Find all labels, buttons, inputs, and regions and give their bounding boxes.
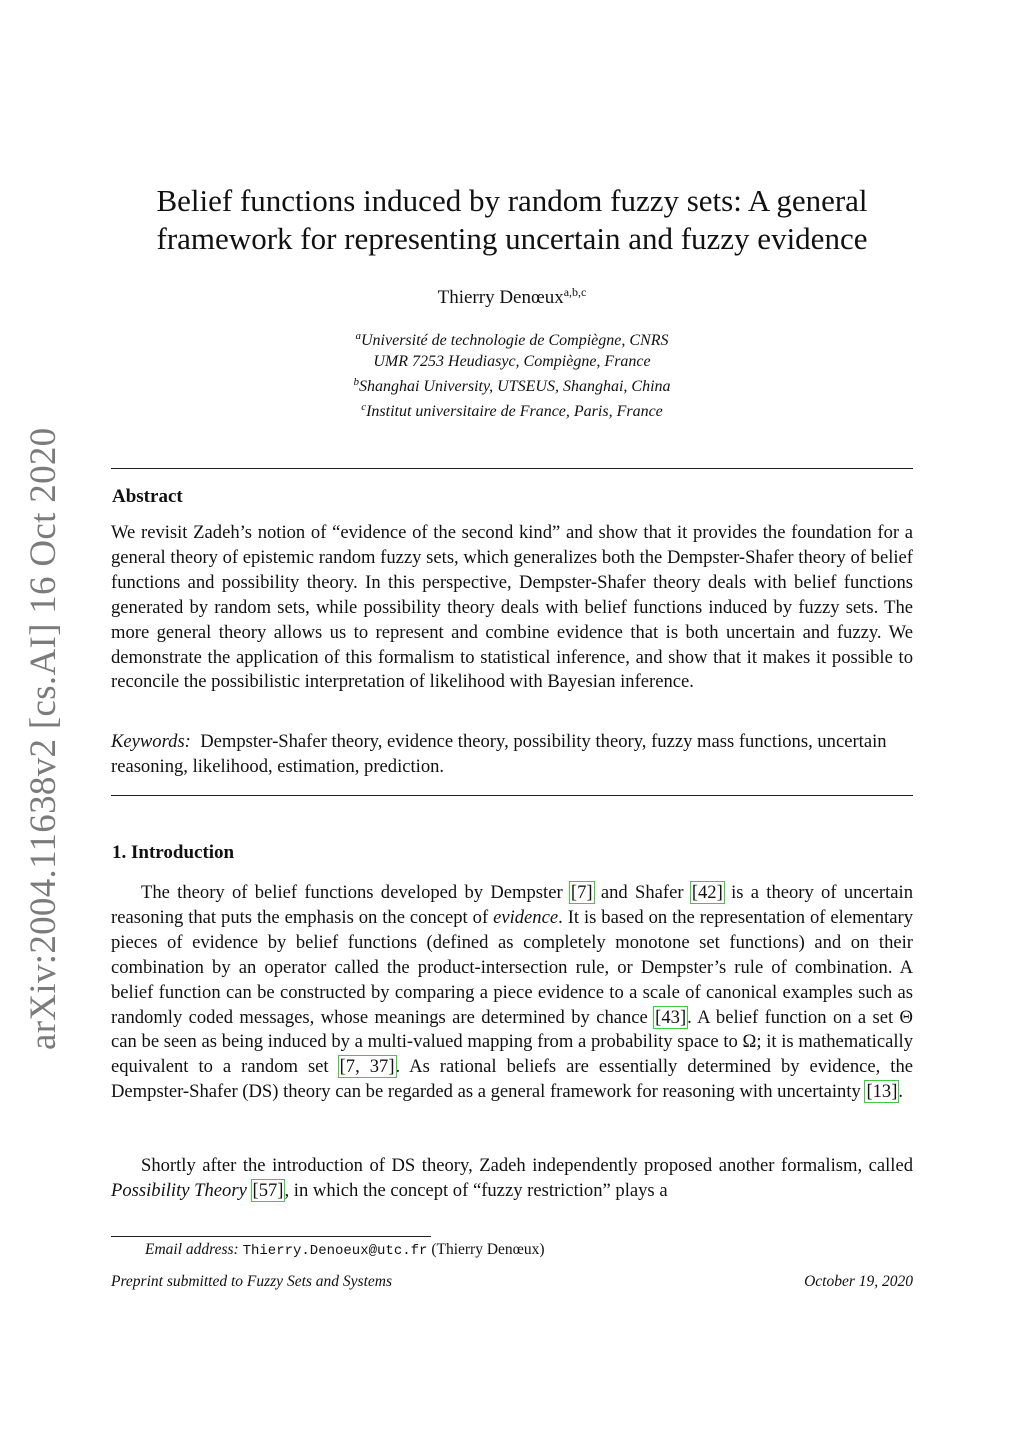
keywords-text: Dempster-Shafer theory, evidence theory, possibility theory, fuzzy mass functions, uncertain reasoning, likelihood, estimation, prediction. [111, 731, 887, 777]
introduction-heading: 1. Introduction [112, 842, 235, 863]
author-affiliation-marks: a,b,c [563, 285, 587, 299]
citation-link[interactable]: [7] [570, 882, 593, 903]
citation-link[interactable]: [43] [655, 1006, 687, 1028]
keywords-label: Keywords: [111, 731, 191, 752]
abstract-bottom-rule [111, 795, 913, 796]
affiliation-c: $^c$Institut universitaire de France, Paris, France [361, 401, 663, 420]
abstract-heading: Abstract [112, 486, 183, 507]
abstract-text: We revisit Zadeh’s notion of “evidence of the second kind” and show that it provides the foundation for a general theory of epistemic random fuzzy sets, which generalizes both the Dempster-Shafer theory of belief functions and possibility theory. In this perspective, Dempster-Shafer theory deals with belief functions generated by random sets, while possibility theory deals with belief functions induced by fuzzy sets. The more general theory allows us to represent and combine evidence that is both uncertain and fuzzy. We demonstrate the application of this formalism to statistical inference, and show that it makes it possible to reconcile the possibilistic interpretation of likelihood with Bayesian inference. [111, 522, 913, 693]
emphasis-possibility-theory: Possibility Theory [111, 1179, 247, 1201]
keywords [111, 730, 913, 780]
author-name: Thierry Denœux [437, 287, 564, 308]
emphasis-evidence: evidence [493, 906, 559, 928]
footnote-rule [111, 1236, 431, 1237]
citation-link[interactable]: [13] [866, 1081, 898, 1103]
introduction-paragraph-2: Shortly after the introduction of DS theory, Zadeh independently proposed another formalism, called Possibility Theory [57], in which the concept of “fuzzy restriction” plays a [111, 1155, 913, 1201]
email-address-link[interactable]: Thierry.Denoeux@utc.fr [242, 1243, 428, 1259]
affiliation-b: $^b$Shanghai University, UTSEUS, Shanghai, China [353, 376, 671, 395]
footnote-email [145, 1241, 545, 1259]
affiliation-a: $^a$Université de technologie de Compiègne, CNRS [355, 330, 669, 349]
author-line [112, 285, 912, 309]
affiliations [112, 326, 912, 422]
affiliation-a-line2: UMR 7253 Heudiasyc, Compiègne, France [373, 353, 651, 370]
paper-title [112, 182, 912, 258]
preprint-note: Preprint submitted to Fuzzy Sets and Systems [111, 1273, 392, 1290]
citation-link[interactable]: [7, 37] [339, 1056, 395, 1078]
citation-link[interactable]: [57] [252, 1179, 284, 1201]
abstract-top-rule [111, 468, 913, 469]
title-line-1: Belief functions induced by random fuzzy sets: A general [156, 183, 868, 218]
arxiv-identifier: arXiv:2004.11638v2 [cs.AI] 16 Oct 2020 [23, 427, 64, 1050]
email-owner: (Thierry Denœux) [431, 1241, 545, 1258]
email-label: Email address: [145, 1241, 239, 1258]
preprint-date: October 19, 2020 [804, 1273, 913, 1290]
title-line-2: framework for representing uncertain and fuzzy evidence [156, 221, 868, 256]
introduction-paragraph-1: The theory of belief functions developed by Dempster [7] and Shafer [42] is a theory of uncertain reasoning that puts the emphasis on the concept of evidence. It is based on the representation of elementary pieces of evidence by belief functions (defined as completely monotone set functions) and on their combination by an operator called the product-intersection rule, or Dempster’s rule of combination. A belief function can be constructed by comparing a piece evidence to a scale of canonical examples such as randomly coded messages, whose meanings are determined by chance [43]. A belief function on a set Θ can be seen as being induced by a multi-valued mapping from a probability space to Ω; it is mathematically equivalent to a random set [7, 37]. As rational beliefs are essentially determined by evidence, the Dempster-Shafer (DS) theory can be regarded as a general framework for reasoning with uncertainty [13]. [111, 882, 914, 1103]
citation-link[interactable]: [42] [691, 882, 723, 903]
